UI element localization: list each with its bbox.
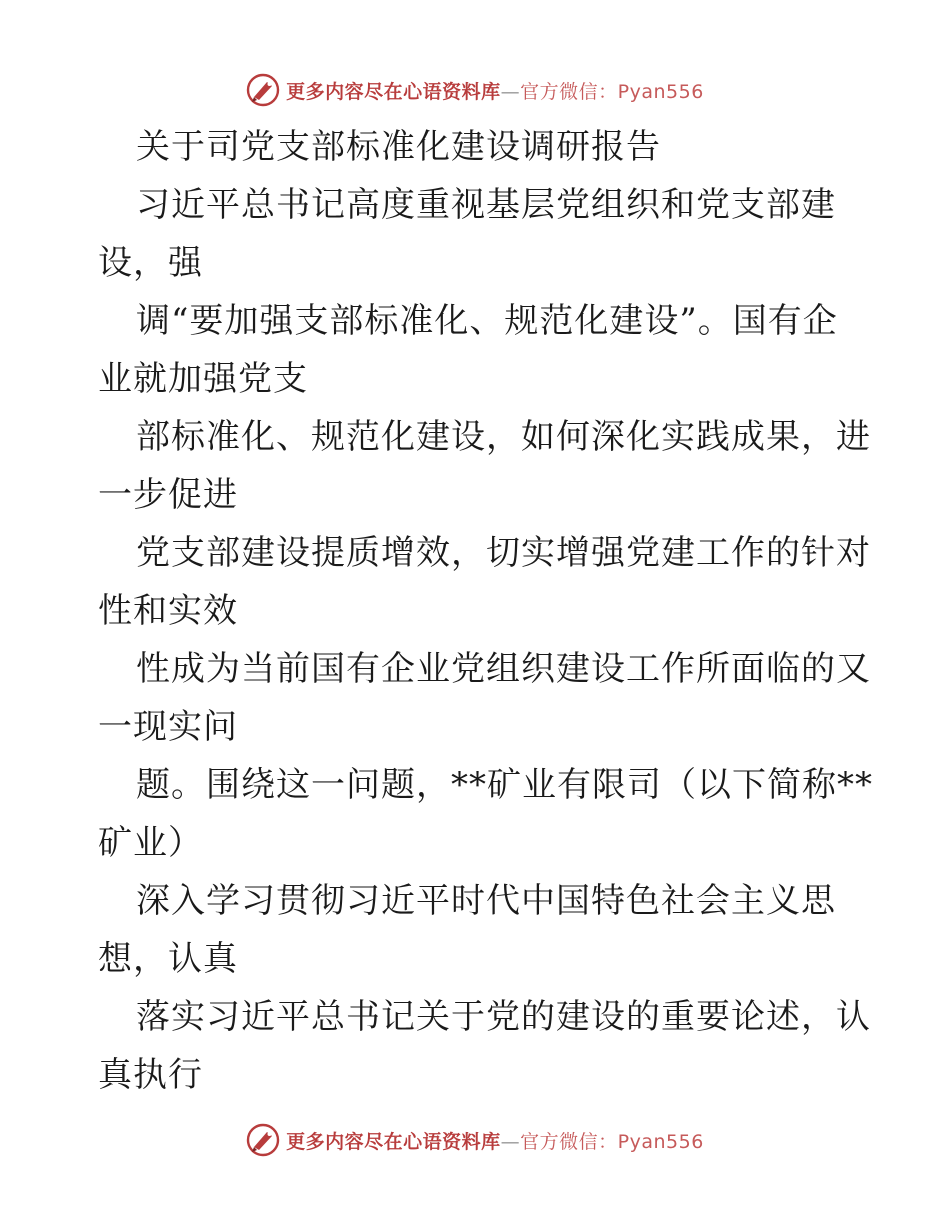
text-line: 深入学习贯彻习近平时代中国特色社会主义思	[136, 881, 836, 921]
text-line: 设，强	[98, 243, 203, 283]
header-contact: 官方微信：Pyan556	[520, 80, 704, 103]
text-line: 落实习近平总书记关于党的建设的重要论述，认	[136, 997, 871, 1037]
text-line: 一步促进	[98, 475, 238, 515]
text-line: 业就加强党支	[98, 359, 308, 399]
header-site-name: 更多内容尽在心语资料库	[286, 80, 501, 103]
document-title: 关于司党支部标准化建设调研报告	[136, 127, 661, 167]
header-banner-text	[286, 77, 704, 104]
document-body	[98, 118, 873, 1104]
text-line: 想，认真	[98, 939, 238, 979]
text-line: 真执行	[98, 1055, 203, 1095]
text-line: 性和实效	[98, 591, 238, 631]
text-line: 性成为当前国有企业党组织建设工作所面临的又	[136, 649, 871, 689]
text-line: 习近平总书记高度重视基层党组织和党支部建	[136, 185, 836, 225]
text-line: 题。围绕这一问题，**矿业有限司（以下简称**	[136, 765, 873, 805]
header-banner	[0, 70, 950, 110]
text-line: 矿业）	[98, 823, 203, 863]
footer-dash: —	[500, 1130, 521, 1153]
text-line: 一现实问	[98, 707, 238, 747]
footer-banner-text	[286, 1127, 704, 1154]
footer-banner-content	[246, 1123, 704, 1157]
text-line: 党支部建设提质增效，切实增强党建工作的针对	[136, 533, 871, 573]
pen-nib-logo-icon	[246, 1123, 280, 1157]
header-dash: —	[500, 80, 521, 103]
header-banner-content	[246, 73, 704, 107]
text-line: 调“要加强支部标准化、规范化建设”。国有企	[136, 301, 838, 341]
footer-banner	[0, 1120, 950, 1160]
text-line: 部标准化、规范化建设，如何深化实践成果，进	[136, 417, 871, 457]
footer-contact: 官方微信：Pyan556	[520, 1130, 704, 1153]
pen-nib-logo-icon	[246, 73, 280, 107]
footer-site-name: 更多内容尽在心语资料库	[286, 1130, 501, 1153]
